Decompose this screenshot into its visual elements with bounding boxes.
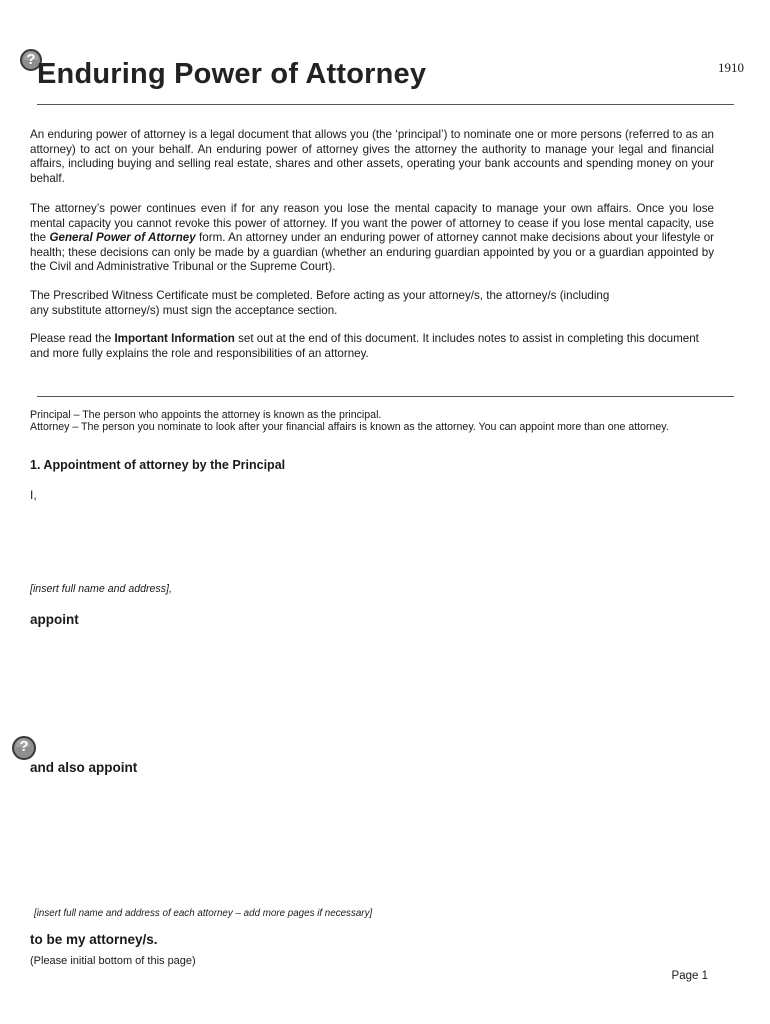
title-divider <box>37 104 734 105</box>
intro-paragraph-2 <box>30 202 714 275</box>
intro-paragraph-4 <box>30 332 714 361</box>
intro-paragraph-4-text-a: Please read the <box>30 332 115 345</box>
help-question-icon[interactable]: ? <box>20 49 42 71</box>
attorney-closing: to be my attorney/s. <box>30 932 158 947</box>
principal-i-label: I, <box>30 488 37 502</box>
page-number: Page 1 <box>671 970 708 982</box>
intro-paragraph-3 <box>30 289 714 318</box>
section-1-heading: 1. Appointment of attorney by the Principal <box>30 458 286 472</box>
appoint-label: appoint <box>30 612 79 627</box>
attorney-definition: Attorney – The person you nominate to look after your financial affairs is known as the attorney. You can appoint more than one attorney. <box>30 421 669 434</box>
intro-paragraph-2-text-a: The attorney’s power continues even if for any reason you lose the mental capacity to manage your own affairs. Once you lose mental capacity you cannot revoke this power of attorney. If you want the power of attorney to cease if you lose mental capacity, use the <box>30 202 714 245</box>
intro-paragraph-1: An enduring power of attorney is a legal document that allows you (the ‘principal’) to nominate one or more persons (referred to as an attorney) to act on your behalf. An enduring power of attorney gives the attorney the authority to manage your legal and financial affairs, including buying and selling real estate, shares and other assets, operating your bank accounts and spending money on your behalf. <box>30 128 714 185</box>
intro-paragraph-3-line-1: The Prescribed Witness Certificate must be completed. Before acting as your attorney/s, the attorney/s (including <box>30 289 610 302</box>
section-divider <box>37 396 734 397</box>
intro-paragraph-2-text-b: form. An attorney under an enduring power of attorney cannot make decisions about your lifestyle or health; these decisions can only be made by a guardian (whether an enduring guardian appointed by you or a guardian appointed by the Civil and Administrative Tribunal or the Supreme Court). <box>30 231 715 274</box>
also-appoint-label: and also appoint <box>30 760 138 775</box>
principal-definition: Principal – The person who appoints the attorney is known as the principal. <box>30 409 382 421</box>
definitions <box>30 409 720 434</box>
intro-paragraph-4-text-b: set out at the end of this document. It includes notes to assist in completing this document and more fully explains the role and responsibilities of an attorney. <box>30 332 699 360</box>
intro-paragraph-3-line-2: any substitute attorney/s) must sign the acceptance section. <box>30 303 338 317</box>
principal-name-note: [insert full name and address], <box>30 583 172 595</box>
initial-note: (Please initial bottom of this page) <box>30 955 196 967</box>
page-title: Enduring Power of Attorney <box>37 58 427 90</box>
form-number: 1910 <box>718 60 744 75</box>
general-power-of-attorney-emphasis: General Power of Attorney <box>49 231 196 245</box>
important-information-emphasis: Important Information <box>114 332 235 345</box>
attorney-name-note: [insert full name and address of each attorney – add more pages if necessary] <box>34 908 373 919</box>
help-question-icon-2[interactable]: ? <box>12 736 36 760</box>
